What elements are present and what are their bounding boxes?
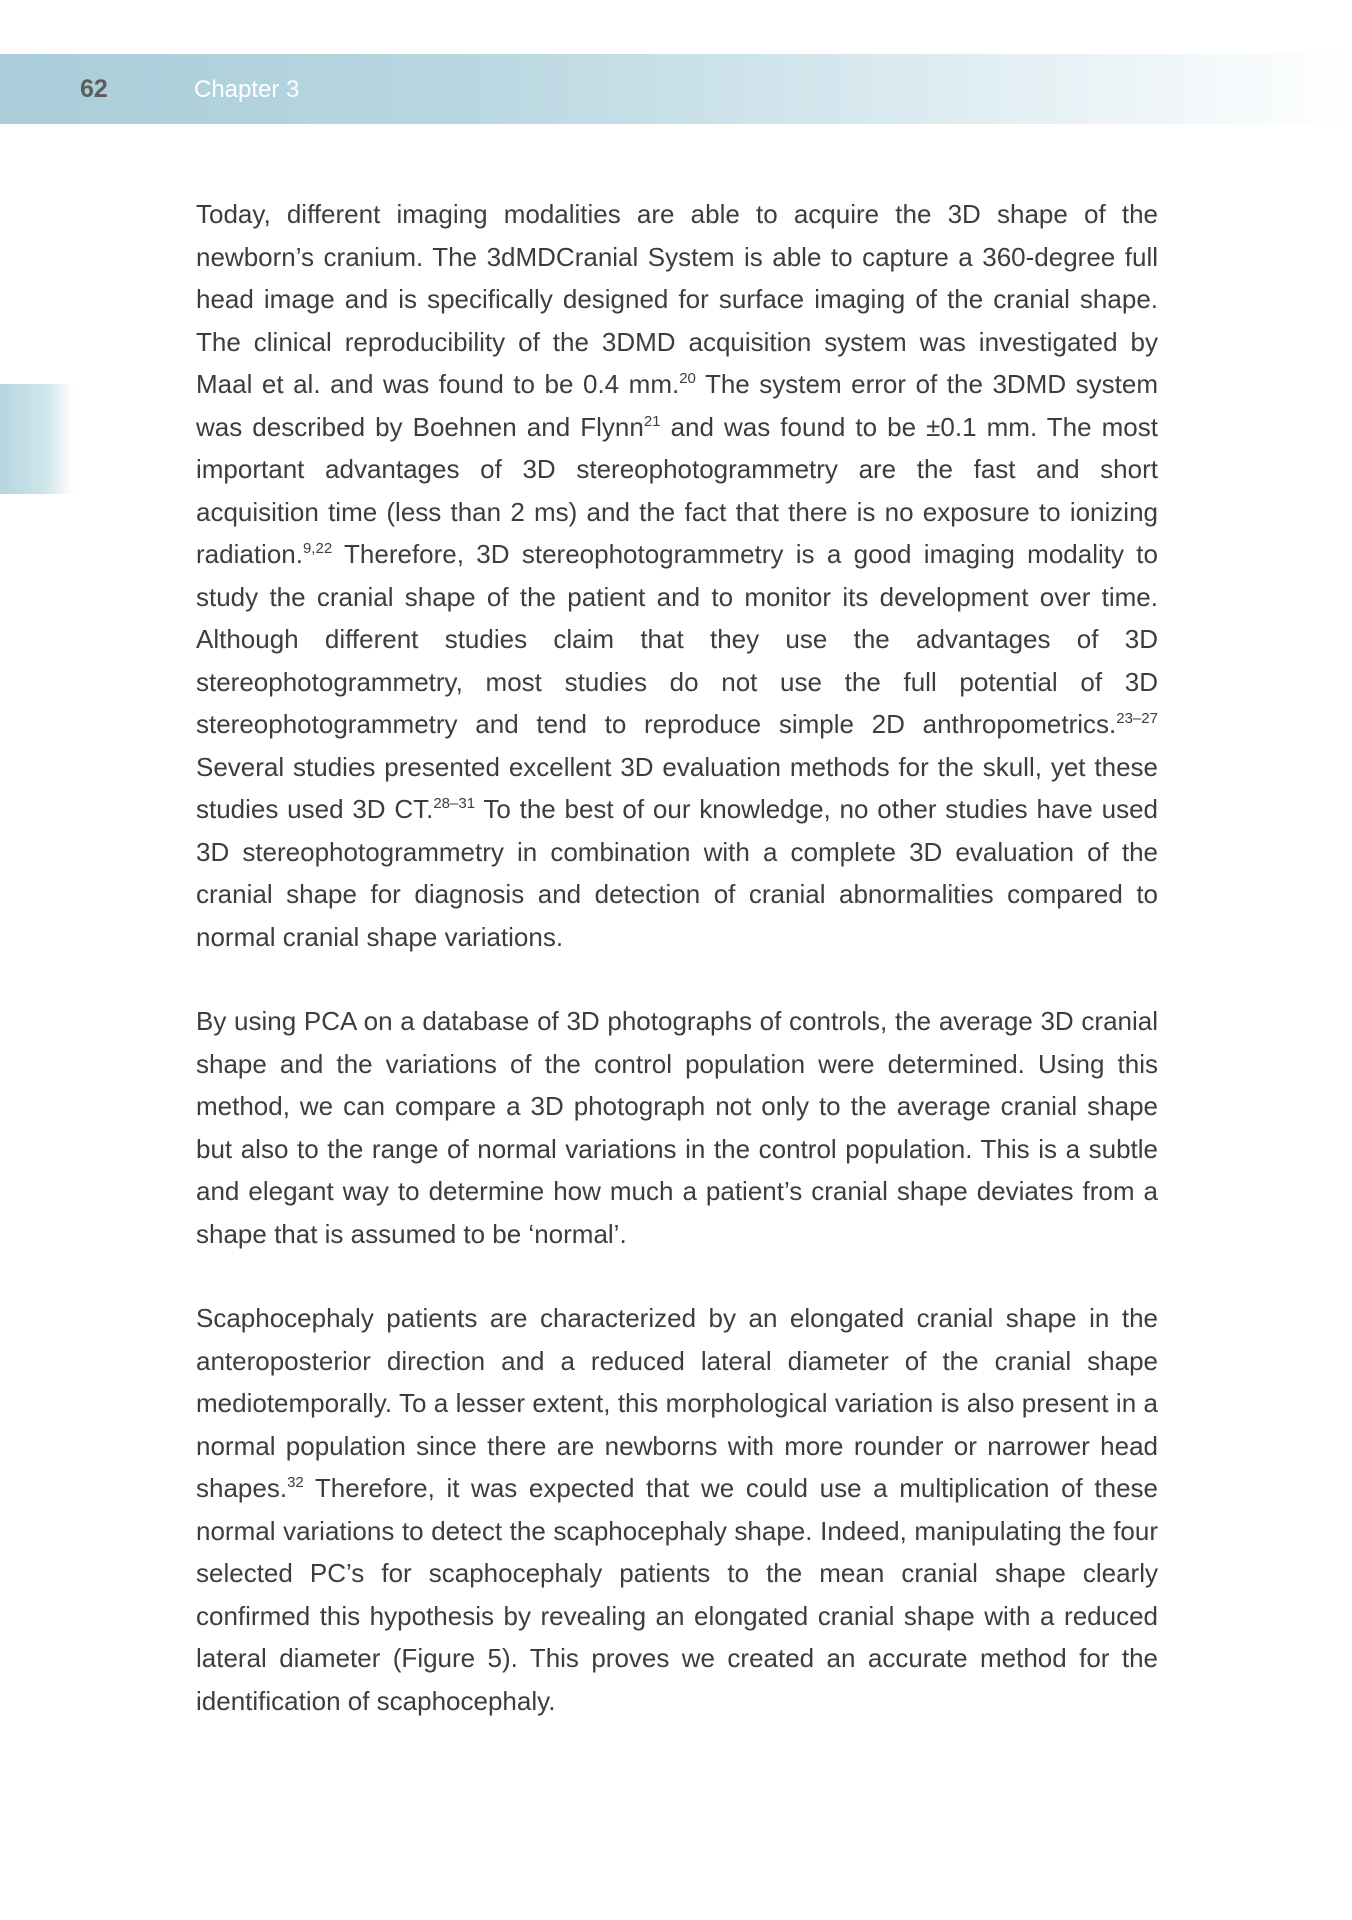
citation: 32 xyxy=(287,1474,304,1491)
text-run: Today, different imaging modalities are able to acquire the 3D shape of the newborn’s cranium. The 3dMDCranial System is able to capture a 360-degree full head image and is specifically designed for surface imaging of the cranial shape. The clinical reproducibility of the 3DMD acquisition system was investigated by Maal et al. and was found to be 0.4 mm. xyxy=(196,199,1158,399)
text-run: Therefore, 3D stereophotogrammetry is a good imaging modality to study the cranial shape of the patient and to monitor its development over time. Although different studies claim that they use the advantages of 3D stereophotogrammetry, most studies do not use the full potential of 3D stereophotogrammetry and tend to reproduce simple 2D anthropometrics. xyxy=(196,539,1158,739)
text-run: The system error of the 3DMD system was described by Boehnen and Flynn xyxy=(196,369,1158,442)
citation: 28–31 xyxy=(433,795,476,812)
citation: 9,22 xyxy=(302,540,333,557)
text-run: and was found to be ±0.1 mm. The most important advantages of 3D stereophotogrammetry are the fast and short acquisition time (less than 2 ms) and the fact that there is no exposure to ionizing radiation. xyxy=(196,411,1158,569)
page-number: 62 xyxy=(80,75,108,103)
paragraph-3 xyxy=(196,1297,1158,1722)
citation: 20 xyxy=(679,370,696,387)
citation: 21 xyxy=(643,412,661,430)
chapter-title: Chapter 3 xyxy=(194,76,300,103)
text-run: Scaphocephaly patients are characterized by an elongated cranial shape in the anteroposterior direction and a reduced lateral diameter of the cranial shape mediotemporally. To a lesser extent, this morphological variation is also present in a normal population since there are newborns with more rounder or narrower head shapes. xyxy=(196,1303,1158,1503)
text-run: Several studies presented excellent 3D evaluation methods for the skull, yet these studies used 3D CT. xyxy=(196,751,1158,824)
citation: 23–27 xyxy=(1116,710,1158,727)
body-text xyxy=(196,193,1158,1764)
paragraph-1 xyxy=(196,193,1158,958)
chapter-side-tab xyxy=(0,384,74,494)
text-run: By using PCA on a database of 3D photographs of controls, the average 3D cranial shape and the variations of the control population were determined. Using this method, we can compare a 3D photograph not only to the average cranial shape but also to the range of normal variations in the control population. This is a subtle and elegant way to determine how much a patient’s cranial shape deviates from a shape that is assumed to be ‘normal’. xyxy=(196,1006,1158,1249)
text-run: Therefore, it was expected that we could use a multiplication of these normal variations to detect the scaphocephaly shape. Indeed, manipulating the four selected PC’s for scaphocephaly patients to the mean cranial shape clearly confirmed this hypothesis by revealing an elongated cranial shape with a reduced lateral diameter (Figure 5). This proves we created an accurate method for the identification of scaphocephaly. xyxy=(196,1473,1158,1716)
paragraph-2 xyxy=(196,1000,1158,1255)
text-run: To the best of our knowledge, no other studies have used 3D stereophotogrammetry in combination with a complete 3D evaluation of the cranial shape for diagnosis and detection of cranial abnormalities compared to normal cranial shape variations. xyxy=(196,794,1158,952)
